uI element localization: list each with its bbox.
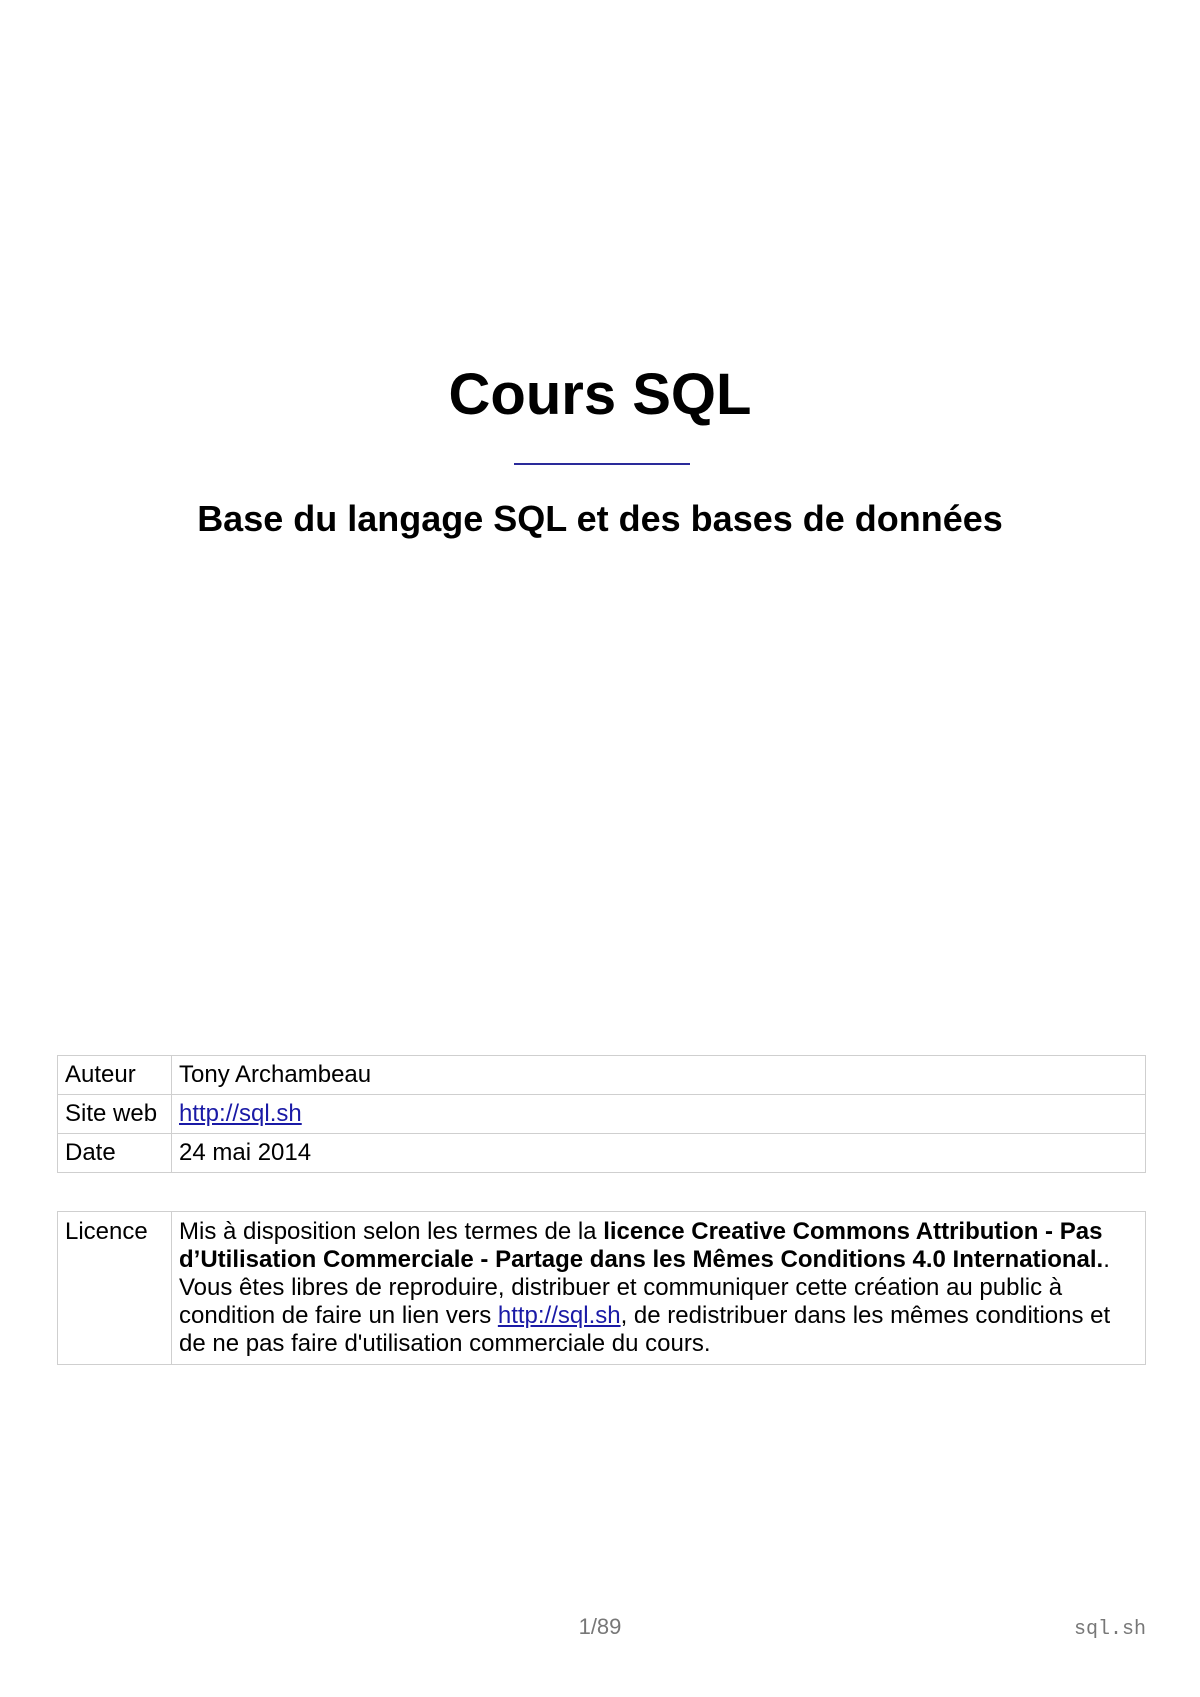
table-row <box>58 1056 1146 1095</box>
website-label: Site web <box>58 1095 172 1134</box>
date-label: Date <box>58 1134 172 1173</box>
licence-text-intro: Mis à disposition selon les termes de la <box>179 1218 604 1245</box>
footer-site-name: sql.sh <box>1073 1618 1146 1641</box>
licence-text-middle: . Vous êtes libres de reproduire, distribuer et communiquer cette création au public à condition de faire un lien vers <box>179 1246 1110 1329</box>
licence-label: Licence <box>58 1212 172 1365</box>
licence-text <box>172 1212 1146 1365</box>
table-row <box>58 1095 1146 1134</box>
document-title: Cours SQL <box>448 362 752 427</box>
website-cell <box>172 1095 1146 1134</box>
licence-name: licence Creative Commons Attribution - Pas d’Utilisation Commerciale - Partage dans les Mêmes Conditions 4.0 International. <box>179 1218 1104 1273</box>
licence-table <box>57 1211 1146 1365</box>
licence-site-link[interactable]: http://sql.sh <box>497 1302 621 1329</box>
page-number: 1/89 <box>578 1614 622 1639</box>
website-link[interactable]: http://sql.sh <box>179 1100 302 1127</box>
date-value: 24 mai 2014 <box>172 1134 1146 1173</box>
table-row <box>58 1134 1146 1173</box>
title-underline <box>514 463 690 465</box>
metadata-table <box>57 1055 1146 1173</box>
author-value: Tony Archambeau <box>172 1056 1146 1095</box>
table-row <box>58 1212 1146 1365</box>
author-label: Auteur <box>58 1056 172 1095</box>
document-subtitle: Base du langage SQL et des bases de données <box>197 498 1003 539</box>
licence-text-end: , de redistribuer dans les mêmes conditions et de ne pas faire d'utilisation commerciale du cours. <box>179 1302 1111 1357</box>
